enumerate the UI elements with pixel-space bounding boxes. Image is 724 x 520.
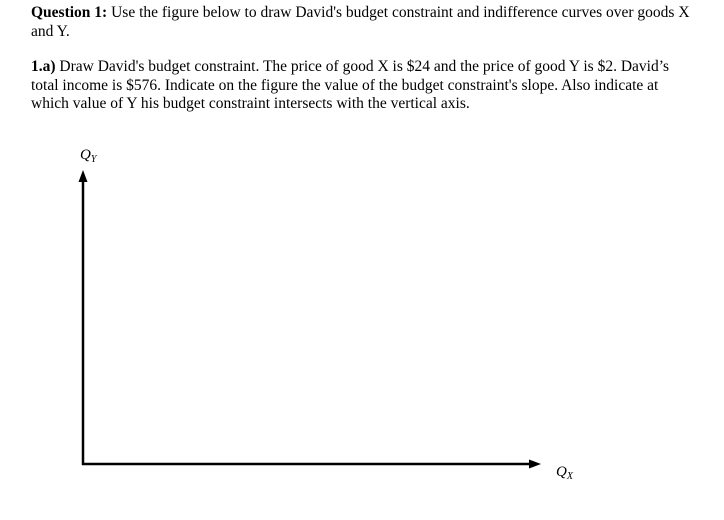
question-1a-heading: 1.a)	[31, 58, 56, 75]
y-axis-label-subscript: Y	[90, 154, 97, 165]
question-1a-text: Draw David's budget constraint. The price of good X is $24 and the price of good Y is $2. David’s total income is $576. Indicate on the figure the value of the budget constraint's slope. Also indicate at which value of Y his budget constraint intersects with the vertical axis.	[31, 58, 670, 112]
x-axis-label-subscript: X	[566, 471, 573, 482]
y-axis-label	[80, 147, 96, 165]
question-1-heading: Question 1:	[31, 4, 108, 21]
x-axis-arrowhead	[529, 460, 541, 469]
y-axis-label-main: Q	[80, 147, 91, 163]
question-1-text: Use the figure below to draw David's budget constraint and indifference curves over goods X and Y.	[31, 4, 690, 40]
x-axis-label	[556, 464, 573, 482]
x-axis-label-main: Q	[556, 464, 567, 480]
y-axis-arrowhead	[79, 170, 88, 182]
